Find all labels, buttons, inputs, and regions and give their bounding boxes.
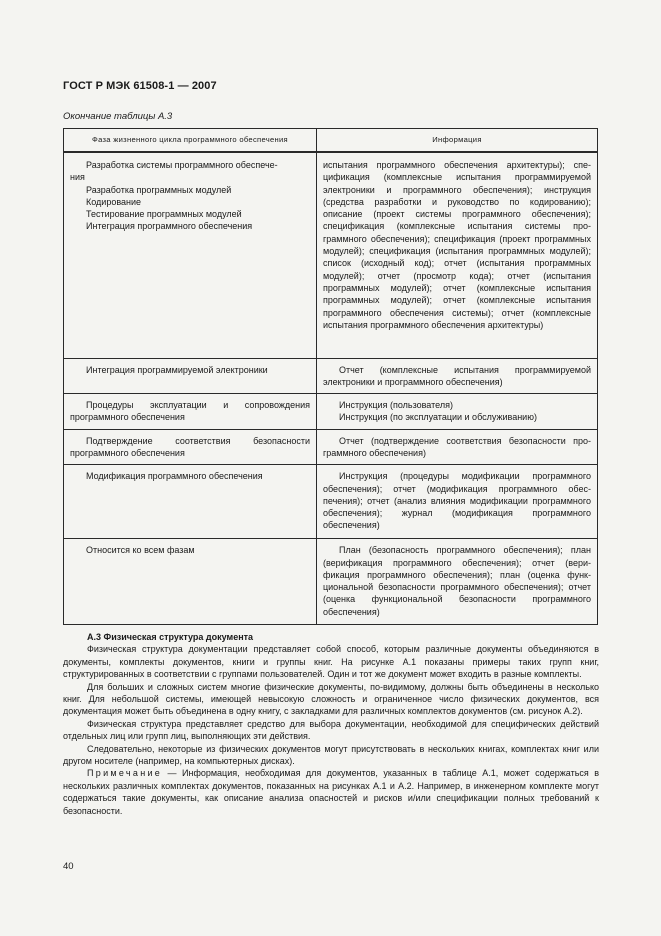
page-number: 40 <box>63 861 74 872</box>
phase-text: Подтверждение соответствия безопасности программного обеспечения <box>70 435 310 458</box>
phase-cell <box>64 465 317 539</box>
phase-line: Разработка программных модулей <box>86 184 232 195</box>
note <box>63 767 599 817</box>
info-line: Инструкция (по эксплуатации и обслуживанию) <box>339 412 537 423</box>
phase-text: Процедуры эксплуатации и сопровождения программного обеспечения <box>70 400 310 423</box>
table-caption: Окончание таблицы А.3 <box>63 111 173 122</box>
phase-cell <box>64 394 317 430</box>
paragraph: Физическая структура документации представляет собой способ, которым различные документы объединяются в документы, комплекты документов, книги и группы книг. На рисунке А.1 показаны примеры таких групп книг, структурированных в соответствии с группами пользователей. Один и тот же документ может входить в разные комплекты. <box>63 644 599 680</box>
info-cell <box>317 394 598 430</box>
section-title: А.3 Физическая структура документа <box>87 632 254 642</box>
info-line: Инструкция (пользователя) <box>339 400 453 411</box>
info-cell <box>317 465 598 539</box>
note-label: Примечание <box>87 768 163 779</box>
info-cell <box>317 429 598 465</box>
phase-text: Модификация программного обеспечения <box>86 471 263 482</box>
phase-cell <box>64 152 317 358</box>
table-row <box>64 394 598 430</box>
phase-line-cont: ния <box>70 172 85 183</box>
document-header: ГОСТ Р МЭК 61508-1 — 2007 <box>63 80 217 92</box>
phase-line: Разработка системы программного обеспече- <box>86 160 278 170</box>
info-cell <box>317 358 598 394</box>
table-header-row <box>64 129 598 153</box>
phase-cell <box>64 429 317 465</box>
info-text: Инструкция (процедуры модификации программного обеспечения); отчет (модификация программного обеспечения); отчет (анализ влияния модификации программного обеспечения); журнал (модификация программного обеспечения) <box>323 471 591 531</box>
info-cell: испытания программного обеспечения архитектуры); спецификация (комплексные испытания программируемой электроники и программного обеспечения); инструкция (средства разработки и руководство по кодированию); описание (проект системы программного обеспечения); спецификация (комплексные испытания системы программного обеспечения); спецификация (проект программных модулей); спецификация (испытания программных модулей); список (исходный код); отчет (испытания программных модулей); отчет (просмотр кода); отчет (испытания программных модулей); отчет (комплексные испытания программных модулей); отчет (комплексные испытания программного обеспечения системы); отчет (комплексные испытания программного обеспечения архитектуры) <box>317 152 598 358</box>
phase-line: Кодирование <box>86 196 142 207</box>
phase-cell <box>64 539 317 625</box>
phase-line: Тестирование программных модулей <box>86 209 242 220</box>
table-row <box>64 152 598 358</box>
table-row <box>64 358 598 394</box>
phase-line: Интеграция программного обеспечения <box>86 221 253 232</box>
paragraph: Для больших и сложных систем многие физические документы, по-видимому, должны быть объединены в несколько книг. Для небольшой системы, имеющей невысокую сложность и ограниченное число физических документов, вся документация может быть объединена в одну книгу, с закладками для различных комплектов документов (см. рисунок А.2). <box>63 681 599 717</box>
info-cell <box>317 539 598 625</box>
phase-text: Относится ко всем фазам <box>86 545 195 556</box>
table-row <box>64 429 598 465</box>
column-header-information: Информация <box>317 129 598 153</box>
info-text: Отчет (подтверждение соответствия безопасности программного обеспечения) <box>323 435 591 458</box>
phase-cell <box>64 358 317 394</box>
paragraph: Физическая структура представляет средство для выбора документации, необходимой для специфических действий отдельных лиц или групп лиц, выполняющих эти действия. <box>63 718 599 742</box>
note-text: — Информация, необходимая для документов, указанных в таблице А.1, может содержаться в нескольких различных комплектах документов, показанных на рисунках А.1 и А.2. Например, в инженерном комплекте могут содержаться такие документы, как описание анализа опасностей и рисков и/или спецификации полных требований к безопасности. <box>63 768 599 816</box>
lifecycle-table <box>63 128 598 625</box>
info-text: Отчет (комплексные испытания программируемой электроники и программного обеспечения) <box>323 364 591 387</box>
info-text: План (безопасность программного обеспечения); план (верификация программного обеспечения); отчет (верификация программного обеспечения); план (оценка функциональной безопасности программного обеспечения); отчет (оценка функциональной безопасности программного обеспечения) <box>323 545 591 617</box>
phase-text: Интеграция программируемой электроники <box>86 364 268 375</box>
table-row <box>64 539 598 625</box>
section-body <box>63 631 599 817</box>
table-row <box>64 465 598 539</box>
column-header-phase: Фаза жизненного цикла программного обеспечения <box>64 129 317 153</box>
paragraph: Следовательно, некоторые из физических документов могут присутствовать в нескольких книгах, комплектах книг или другом носителе (например, на компьютерных дисках). <box>63 743 599 767</box>
